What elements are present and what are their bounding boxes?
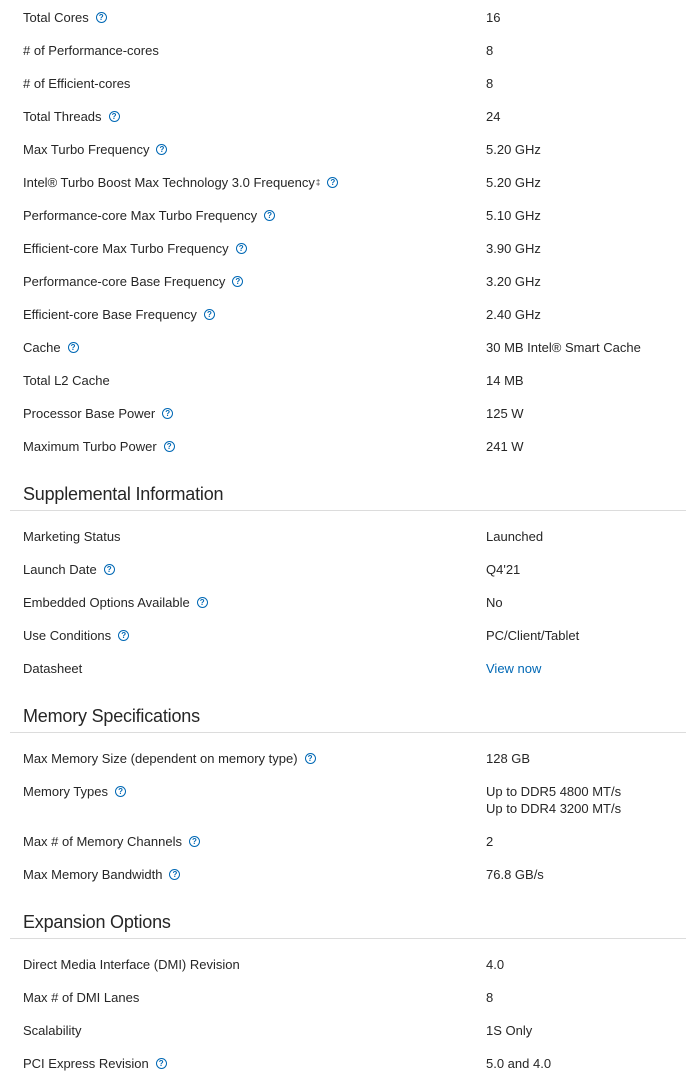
spec-label [0,306,486,323]
spec-value: 128 GB [486,751,531,766]
spec-label [0,339,486,356]
section-title: Supplemental Information [23,484,224,504]
spec-label [0,750,486,767]
spec-label [0,75,486,92]
spec-label-text: Direct Media Interface (DMI) Revision [23,957,240,972]
section-performance [0,0,686,471]
spec-label-text: Efficient-core Max Turbo Frequency [23,241,229,256]
spec-value: 76.8 GB/s [486,867,544,882]
spec-label-text: # of Efficient-cores [23,76,131,91]
spec-row [0,42,686,75]
spec-value: No [486,595,503,610]
help-icon[interactable]: ? [305,753,316,764]
spec-value: 5.10 GHz [486,208,541,223]
spec-row [0,660,686,693]
spec-row [0,989,686,1022]
spec-row [0,306,686,339]
spec-label-text: Use Conditions [23,628,112,643]
spec-value: 5.0 and 4.0 [486,1056,552,1071]
spec-label [0,833,486,850]
help-icon[interactable]: ? [169,869,180,880]
spec-value: PC/Client/Tablet [486,628,580,643]
spec-rows [0,511,686,693]
spec-row [0,141,686,174]
spec-label-text: Embedded Options Available [23,595,190,610]
spec-value: 14 MB [486,373,524,388]
spec-row [0,9,686,42]
spec-value: 3.20 GHz [486,274,541,289]
spec-label [0,405,486,422]
spec-row [0,833,686,866]
spec-label [0,273,486,290]
help-icon[interactable]: ? [189,836,200,847]
help-icon[interactable]: ? [104,564,115,575]
spec-value: 1S Only [486,1023,533,1038]
spec-row [0,174,686,207]
spec-row [0,339,686,372]
help-icon[interactable]: ? [327,177,338,188]
spec-label-text: Maximum Turbo Power [23,439,157,454]
spec-value: 5.20 GHz [486,142,541,157]
help-icon[interactable]: ? [115,786,126,797]
spec-label-text: # of Performance-cores [23,43,159,58]
spec-label [0,240,486,257]
spec-row [0,561,686,594]
spec-label-text: Memory Types [23,784,109,799]
spec-value [486,783,621,817]
spec-label-text: Max Turbo Frequency [23,142,150,157]
spec-row [0,1055,686,1088]
spec-value: 16 [486,10,501,25]
spec-label-text: Max Memory Bandwidth [23,867,163,882]
help-icon[interactable]: ? [264,210,275,221]
spec-label-text: Intel® Turbo Boost Max Technology 3.0 Frequency [23,175,315,190]
datasheet-link[interactable]: View now [486,661,542,676]
spec-label-text: Scalability [23,1023,82,1038]
spec-label [0,207,486,224]
section-memory [0,705,686,899]
spec-value: 125 W [486,406,524,421]
spec-rows [0,9,686,471]
spec-row [0,438,686,471]
spec-label-text: Max Memory Size (dependent on memory type) [23,751,298,766]
spec-row [0,750,686,783]
help-icon[interactable]: ? [109,111,120,122]
spec-label [0,9,486,26]
spec-label-text: Efficient-core Base Frequency [23,307,197,322]
spec-row [0,207,686,240]
help-icon[interactable]: ? [68,342,79,353]
spec-value: 24 [486,109,501,124]
spec-row [0,528,686,561]
help-icon[interactable]: ? [232,276,243,287]
help-icon[interactable]: ? [96,12,107,23]
spec-value: 8 [486,43,494,58]
spec-value: 3.90 GHz [486,241,541,256]
section-supplemental [0,483,686,693]
spec-row [0,1022,686,1055]
spec-label [0,528,486,545]
spec-label [0,660,486,677]
spec-label-text: Total Cores [23,10,89,25]
help-icon[interactable]: ? [164,441,175,452]
help-icon[interactable]: ? [236,243,247,254]
spec-value: Q4'21 [486,562,521,577]
spec-value: 8 [486,76,494,91]
spec-row [0,783,686,833]
spec-value: 30 MB Intel® Smart Cache [486,340,641,355]
help-icon[interactable]: ? [197,597,208,608]
spec-row [0,956,686,989]
spec-row [0,405,686,438]
spec-row [0,866,686,899]
spec-label [0,1022,486,1039]
spec-label [0,372,486,389]
help-icon[interactable]: ? [162,408,173,419]
section-title: Memory Specifications [23,706,200,726]
spec-row [0,240,686,273]
spec-label-text: Total L2 Cache [23,373,110,388]
spec-label [0,627,486,644]
spec-label [0,42,486,59]
spec-value: 5.20 GHz [486,175,541,190]
spec-label: Intel® Turbo Boost Max Technology 3.0 Frequency ‡ ? [0,174,486,191]
spec-value: 8 [486,990,494,1005]
help-icon[interactable]: ? [156,1058,167,1069]
spec-value: 4.0 [486,957,505,972]
spec-label [0,866,486,883]
spec-value: Launched [486,529,544,544]
section-title: Expansion Options [23,912,171,932]
spec-label-text: Performance-core Base Frequency [23,274,226,289]
help-icon[interactable]: ? [204,309,215,320]
spec-label [0,108,486,125]
spec-label [0,956,486,973]
spec-label [0,783,486,800]
spec-value-line: Up to DDR4 3200 MT/s [486,801,622,816]
spec-value-line: Up to DDR5 4800 MT/s [486,784,622,799]
spec-label-text: Max # of DMI Lanes [23,990,140,1005]
spec-label [0,1055,486,1072]
spec-label-text: Processor Base Power [23,406,156,421]
spec-value: 2.40 GHz [486,307,541,322]
spec-label [0,594,486,611]
spec-row [0,273,686,306]
spec-value: 2 [486,834,494,849]
spec-label-text: Max # of Memory Channels [23,834,182,849]
section-expansion [0,911,686,1088]
spec-row [0,627,686,660]
spec-label-text: Marketing Status [23,529,121,544]
spec-rows [0,733,686,899]
spec-label-text: Performance-core Max Turbo Frequency [23,208,258,223]
spec-row [0,75,686,108]
spec-row [0,594,686,627]
help-icon[interactable]: ? [156,144,167,155]
spec-label [0,989,486,1006]
spec-label [0,141,486,158]
spec-label-text: Datasheet [23,661,83,676]
spec-row [0,372,686,405]
spec-label-text: Cache [23,340,61,355]
spec-label [0,561,486,578]
spec-value: 241 W [486,439,524,454]
spec-label-text: Launch Date [23,562,97,577]
spec-rows [0,939,686,1088]
spec-label-text: PCI Express Revision [23,1056,149,1071]
spec-label [0,438,486,455]
spec-row [0,108,686,141]
spec-value[interactable] [486,660,541,677]
help-icon[interactable]: ? [118,630,129,641]
spec-label-text: Total Threads [23,109,102,124]
